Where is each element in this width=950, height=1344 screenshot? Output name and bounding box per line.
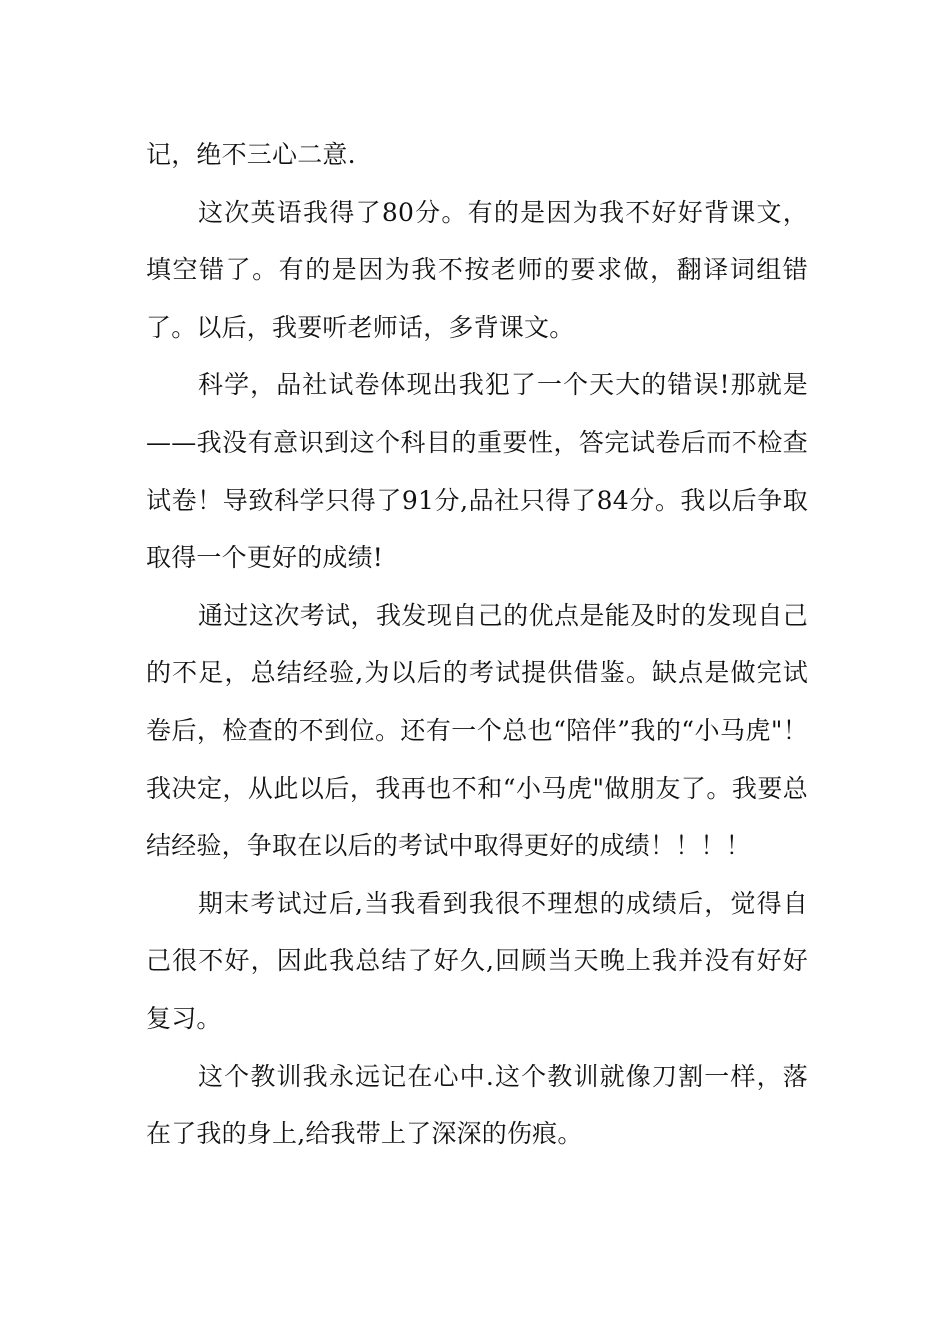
document-body [146, 126, 808, 1163]
paragraph-3: 科学，品社试卷体现出我犯了一个天大的错误!那就是——我没有意识到这个科目的重要性，答完试卷后而不检查试卷！导致科学只得了91分,品社只得了84分。我以后争取取得一个更好的成绩! [146, 370, 808, 573]
paragraph-5: 期末考试过后,当我看到我很不理想的成绩后，觉得自己很不好，因此我总结了好久,回顾当天晚上我并没有好好复习。 [146, 888, 808, 1033]
paragraph-2: 这次英语我得了80分。有的是因为我不好好背课文，填空错了。有的是因为我不按老师的要求做，翻译词组错了。以后，我要听老师话，多背课文。 [146, 197, 808, 342]
paragraph-4: 通过这次考试，我发现自己的优点是能及时的发现自己的不足，总结经验,为以后的考试提供借鉴。缺点是做完试卷后，检查的不到位。还有一个总也“陪伴”我的“小马虎"！我决定，从此以后，我再也不和“小马虎"做朋友了。我要总结经验，争取在以后的考试中取得更好的成绩！！！！ [146, 600, 808, 861]
paragraph-1: 记，绝不三心二意. [146, 140, 356, 169]
paragraph-6: 这个教训我永远记在心中.这个教训就像刀割一样，落在了我的身上,给我带上了深深的伤痕。 [146, 1061, 808, 1149]
